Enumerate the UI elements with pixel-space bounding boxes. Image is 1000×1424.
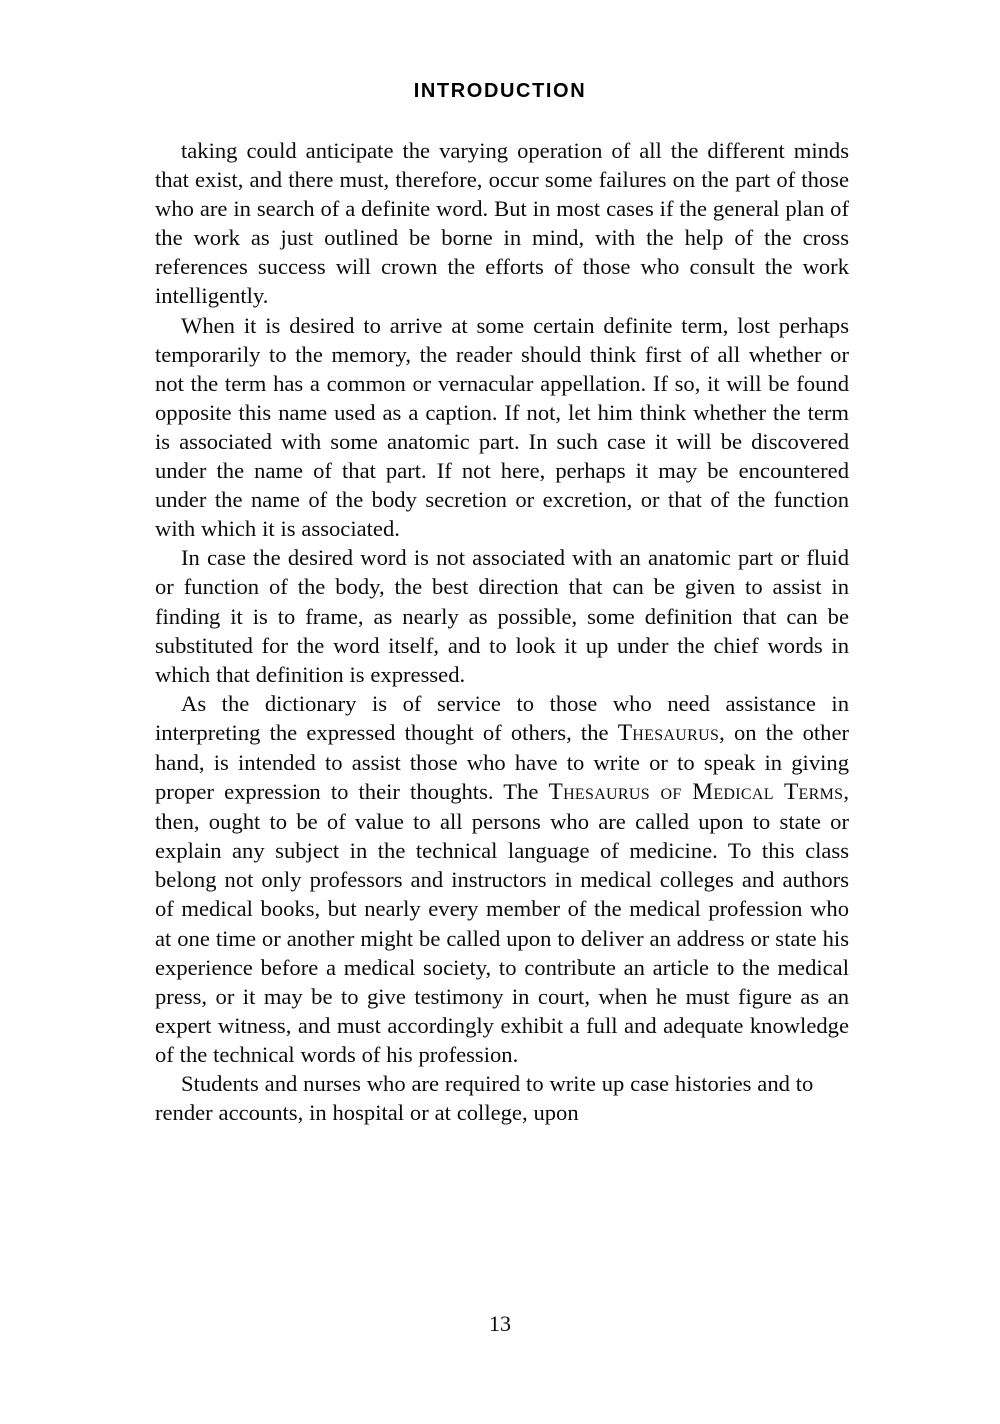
body-text-block — [155, 136, 849, 1127]
paragraph: Students and nurses who are required to write up case histories and to render accounts, in hospital or at college, upon — [155, 1071, 814, 1126]
paragraph: As the dictionary is of service to those who need assistance in interpreting the expressed thought of others, the Thesaurus, on the other hand, is intended to assist those who have to write or to speak in giving proper expression to their thoughts. The Thesaurus of Medical Terms, then, ought to be of value to all persons who are called upon to state or explain any subject in the technical language of medicine. To this class belong not only professors and instructors in medical colleges and authors of medical books, but nearly every member of the medical profession who at one time or another might be called upon to deliver an address or state his experience before a medical society, to contribute an article to the medical press, or it may be to give testimony in court, when he must figure as an expert witness, and must accordingly exhibit a full and adequate knowledge of the technical words of his profession. — [155, 690, 849, 1067]
running-head: INTRODUCTION — [413, 80, 587, 102]
small-caps-term: Thesaurus of Medical Terms — [548, 779, 844, 806]
page-number: 13 — [489, 1311, 511, 1336]
paragraph: When it is desired to arrive at some certain definite term, lost perhaps temporarily to the memory, the reader should think first of all whether or not the term has a common or vernacular appellation. If so, it will be found opposite this name used as a caption. If not, let him think whether the term is associated with some anatomic part. In such case it will be discovered under the name of that part. If not here, perhaps it may be encountered under the name of the body secretion or excretion, or that of the function with which it is associated. — [155, 312, 849, 542]
paragraph: taking could anticipate the varying operation of all the different minds that exist, and there must, therefore, occur some failures on the part of those who are in search of a definite word. But in most cases if the general plan of the work as just outlined be borne in mind, with the help of the cross references success will crown the efforts of those who consult the work intelligently. — [155, 138, 849, 309]
small-caps-term: Thesaurus — [617, 719, 720, 746]
paragraph: In case the desired word is not associated with an anatomic part or fluid or function of the body, the best direction that can be given to assist in finding it is to frame, as nearly as possible, some definition that can be substituted for the word itself, and to look it up under the chief words in which that definition is expressed. — [155, 545, 849, 687]
